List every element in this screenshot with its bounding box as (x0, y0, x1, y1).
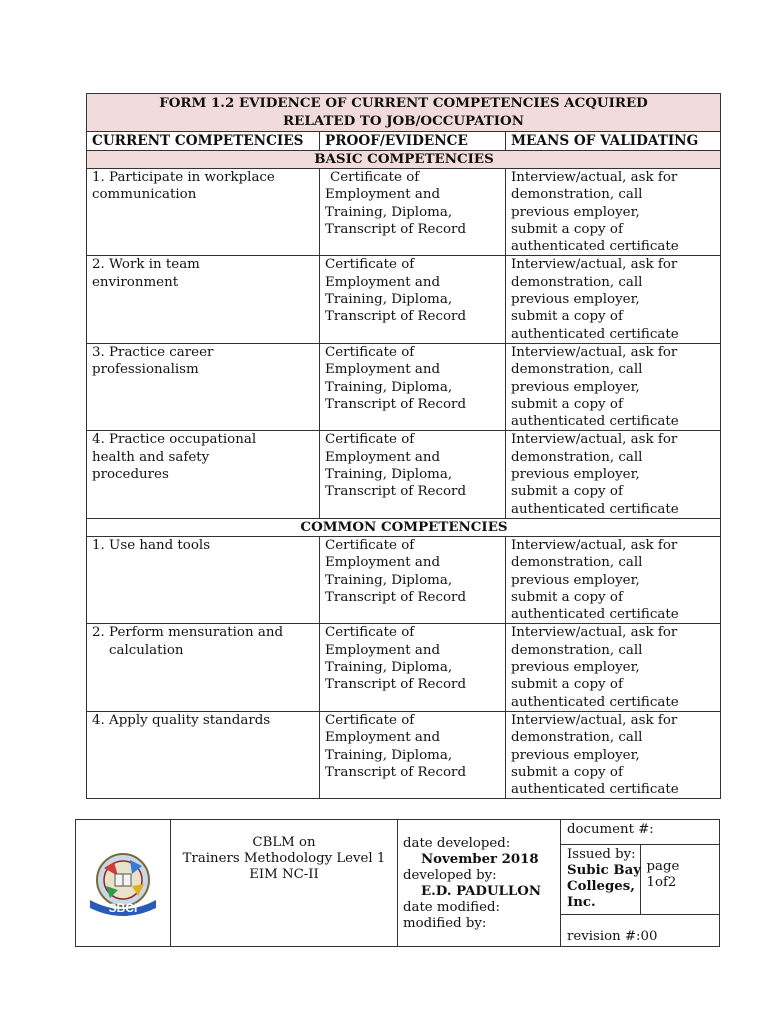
table-row (87, 624, 721, 711)
svg-text:SBCI: SBCI (108, 901, 138, 915)
form-title-row (87, 94, 721, 132)
sbci-logo-icon (84, 848, 162, 918)
proof-evidence-cell: Certificate of Employment and Training, Diploma, Transcript of Record (320, 624, 506, 711)
means-of-validating-cell: Interview/actual, ask for demonstration, call previous employer, submit a copy of authenticated certificate (506, 624, 721, 711)
development-dates: date developed: November 2018 developed by: E.D. PADULLON date modified: modified by: (398, 820, 561, 947)
means-of-validating-cell: Interview/actual, ask for demonstration, call previous employer, submit a copy of authenticated certificate (506, 431, 721, 518)
document-number: document #: (561, 820, 720, 845)
means-of-validating-cell: Interview/actual, ask for demonstration, call previous employer, submit a copy of authenticated certificate (506, 536, 721, 623)
competencies-table (86, 93, 721, 799)
document-footer (75, 819, 720, 947)
means-of-validating-cell: Interview/actual, ask for demonstration, call previous employer, submit a copy of authenticated certificate (506, 169, 721, 256)
means-of-validating-cell: Interview/actual, ask for demonstration, call previous employer, submit a copy of authenticated certificate (506, 711, 721, 798)
competency-cell: 3. Practice career professionalism (87, 343, 320, 430)
header-proof-evidence: PROOF/EVIDENCE (320, 132, 506, 151)
header-row (87, 132, 721, 151)
header-current-competencies: CURRENT COMPETENCIES (87, 132, 320, 151)
proof-evidence-cell: Certificate of Employment and Training, Diploma, Transcript of Record (320, 431, 506, 518)
competency-cell: 1. Participate in workplace communication (87, 169, 320, 256)
page-number: page 1of2 (640, 845, 720, 915)
cblm-info: CBLM on Trainers Methodology Level 1 EIM NC-II (171, 820, 398, 947)
form-title: FORM 1.2 EVIDENCE OF CURRENT COMPETENCIES ACQUIRED RELATED TO JOB/OCCUPATION (87, 94, 721, 132)
logo-cell (76, 820, 171, 947)
section-basic-competencies: BASIC COMPETENCIES (87, 151, 721, 169)
competency-cell: 1. Use hand tools (87, 536, 320, 623)
table-row (87, 169, 721, 256)
competency-cell: 2. Perform mensuration and calculation (87, 624, 320, 711)
issued-by: Issued by: Subic Bay Colleges, Inc. (561, 845, 641, 915)
table-row (87, 711, 721, 798)
proof-evidence-cell: Certificate of Employment and Training, Diploma, Transcript of Record (320, 536, 506, 623)
revision-number: revision #:00 (561, 915, 720, 947)
competency-cell: 4. Apply quality standards (87, 711, 320, 798)
proof-evidence-cell: Certificate of Employment and Training, Diploma, Transcript of Record (320, 256, 506, 343)
table-row (87, 536, 721, 623)
table-row (87, 431, 721, 518)
basic-competencies-body (87, 169, 721, 519)
means-of-validating-cell: Interview/actual, ask for demonstration, call previous employer, submit a copy of authenticated certificate (506, 256, 721, 343)
common-competencies-body (87, 536, 721, 798)
table-row (87, 256, 721, 343)
table-row (87, 343, 721, 430)
header-means-of-validating: MEANS OF VALIDATING (506, 132, 721, 151)
section-common-competencies: COMMON COMPETENCIES (87, 518, 721, 536)
proof-evidence-cell: Certificate of Employment and Training, Diploma, Transcript of Record (320, 169, 506, 256)
means-of-validating-cell: Interview/actual, ask for demonstration, call previous employer, submit a copy of authenticated certificate (506, 343, 721, 430)
proof-evidence-cell: Certificate of Employment and Training, Diploma, Transcript of Record (320, 711, 506, 798)
proof-evidence-cell: Certificate of Employment and Training, Diploma, Transcript of Record (320, 343, 506, 430)
competency-cell: 2. Work in team environment (87, 256, 320, 343)
competency-cell: 4. Practice occupational health and safety procedures (87, 431, 320, 518)
